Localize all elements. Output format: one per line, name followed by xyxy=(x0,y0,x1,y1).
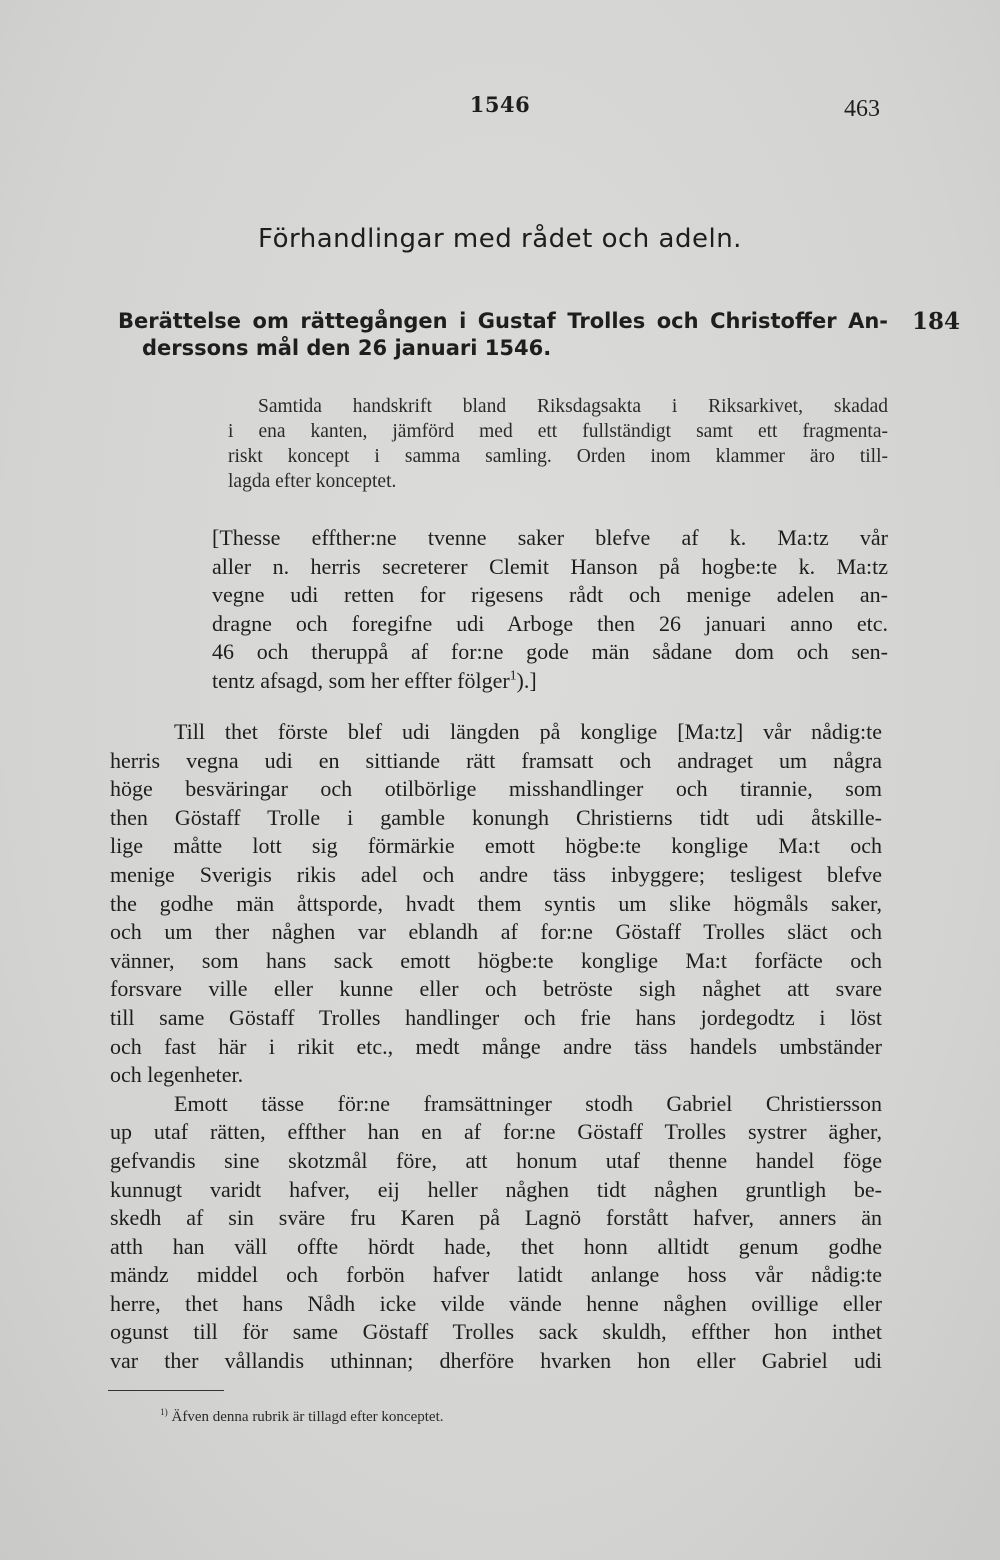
text-line: then Göstaff Trolle i gamble konungh Christierns tidt udi åtskille- xyxy=(110,804,882,830)
paragraph-2 xyxy=(110,1090,882,1376)
text-line: till same Göstaff Trolles handlinger och frie hans jordegodtz i löst xyxy=(110,1004,882,1030)
text-line: vegne udi retten for rigesens rådt och menige adelen an- xyxy=(212,582,888,607)
text-line: och um ther någhen var eblandh af for:ne Göstaff Trolles släct och xyxy=(110,919,882,945)
text-fragment: ).] xyxy=(516,667,537,693)
text-line: vänner, som hans sack emott högbe:te konglige Ma:t forfäcte och xyxy=(110,947,882,973)
text-line: aller n. herris secreterer Clemit Hanson på hogbe:te k. Ma:tz xyxy=(212,553,888,579)
text-line: höge besväringar och otilbörlige misshandlinger och tirannie, som xyxy=(110,776,882,802)
source-note-line: Samtida handskrift bland Riksdagsakta i Riksarkivet, skadad xyxy=(258,396,888,417)
text-line: mändz middel och forbön hafver latidt anlange hoss vår nådig:te xyxy=(110,1262,882,1288)
text-line: atth han väll offte hördt hade, thet honn alltidt genum godhe xyxy=(110,1233,882,1259)
page-number: 463 xyxy=(844,96,880,122)
text-line: lige måtte lott sig förmärkie emott högbe:te konglige Ma:t och xyxy=(110,833,882,859)
text-line: 46 och theruppå af for:ne gode män sådane dom och sen- xyxy=(212,639,888,664)
footnote-divider xyxy=(108,1390,224,1391)
text-fragment: tentz afsagd, som her effter fölger xyxy=(212,667,510,693)
bracketed-introduction xyxy=(212,524,888,695)
text-line: the godhe män åttsporde, hvadt them syntis um slike högmåls saker, xyxy=(110,890,882,916)
text-line: herris vegna udi en sittiande rätt framsatt och andraget um några xyxy=(110,747,882,773)
footnote xyxy=(160,1409,760,1426)
text-line: ogunst till för same Göstaff Trolles sack skuldh, effther hon inthet xyxy=(110,1319,882,1345)
text-line: skedh af sin sväre fru Karen på Lagnö forstått hafver, anners än xyxy=(110,1205,882,1231)
text-line: dragne och foregifne udi Arboge then 26 januari anno etc. xyxy=(212,610,888,636)
text-line: var ther vållandis uthinnan; dherföre hvarken hon eller Gabriel udi xyxy=(110,1348,882,1374)
text-line xyxy=(212,667,888,696)
text-line: [Thesse effther:ne tvenne saker blefve af k. Ma:tz vår xyxy=(212,525,888,550)
source-note-line: riskt koncept i samma samling. Orden inom klammer äro till- xyxy=(228,446,888,467)
footnote-mark: 1 xyxy=(160,1408,165,1418)
footnote-text: Äfven denna rubrik är tillagd efter konceptet. xyxy=(167,1409,444,1425)
paragraph-1 xyxy=(110,718,882,1090)
text-line: Emott tässe för:ne framsättninger stodh Gabriel Christiersson xyxy=(174,1090,882,1116)
source-note-line: lagda efter konceptet. xyxy=(228,471,397,492)
text-line: menige Sverigis rikis adel och andre täss inbyggere; tesligest blefve xyxy=(110,861,882,887)
document-heading-line: Berättelse om rättegången i Gustaf Trolles och Christoffer An- xyxy=(118,309,888,333)
document-number: 184 xyxy=(912,308,961,335)
text-line: Till thet förste blef udi längden på konglige [Ma:tz] vår nådig:te xyxy=(174,719,882,744)
document-heading-line: derssons mål den 26 januari 1546. xyxy=(142,336,552,360)
text-line: och fast här i rikit etc., medt månge andre täss handels umbständer xyxy=(110,1033,882,1059)
main-text xyxy=(110,718,882,1376)
footnote-mark-close: ) xyxy=(164,1408,168,1418)
text-line: herre, thet hans Nådh icke vilde vände henne någhen ovillige eller xyxy=(110,1290,882,1316)
running-header-year: 1546 xyxy=(469,92,531,117)
text-line: up utaf rätten, effther han en af for:ne Göstaff Trolles systrer ägher, xyxy=(110,1119,882,1145)
text-line: forsvare ville eller kunne eller och betröste sigh någhet att svare xyxy=(110,976,882,1002)
text-line: och legenheter. xyxy=(110,1062,244,1088)
text-line: kunnugt varidt hafver, eij heller någhen tidt någhen gruntligh be- xyxy=(110,1176,882,1202)
text-line: gefvandis sine skotzmål före, att honum utaf thenne handel föge xyxy=(110,1147,882,1173)
section-title: Förhandlingar med rådet och adeln. xyxy=(258,224,742,254)
footnote-reference: 1 xyxy=(509,667,517,683)
document-heading xyxy=(118,308,888,362)
source-note-line: i ena kanten, jämförd med ett fullständigt samt ett fragmenta- xyxy=(228,421,888,442)
source-note xyxy=(228,394,888,494)
